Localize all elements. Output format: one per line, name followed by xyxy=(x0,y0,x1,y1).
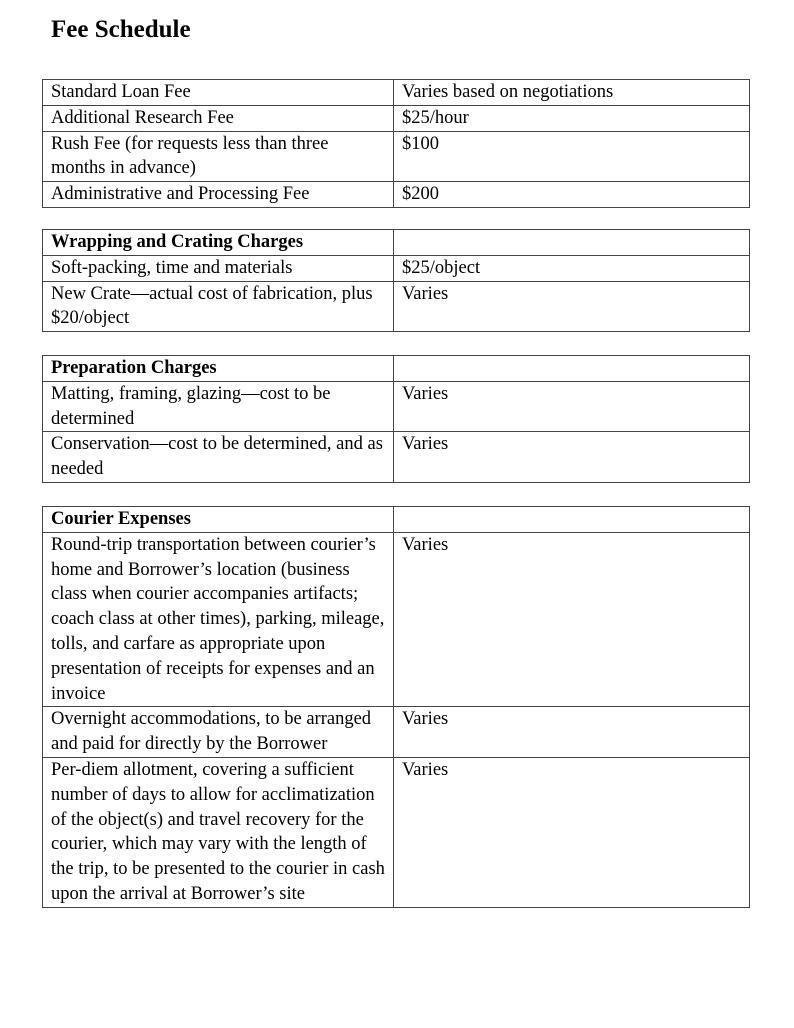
fee-amount: $25/hour xyxy=(394,105,750,131)
empty-cell xyxy=(394,356,750,382)
fee-item: Standard Loan Fee xyxy=(43,80,394,106)
empty-cell xyxy=(394,507,750,533)
fee-item: Per-diem allotment, covering a sufficient number of days to allow for acclimatization of the object(s) and travel recovery for the courier, which may vary with the length of the trip, to be presented to the courier in cash upon the arrival at Borrower’s site xyxy=(43,757,394,907)
fee-item: Overnight accommodations, to be arranged and paid for directly by the Borrower xyxy=(43,707,394,758)
page-title: Fee Schedule xyxy=(51,16,191,43)
table-row xyxy=(43,105,750,131)
fee-amount: $200 xyxy=(394,182,750,208)
fee-item: Additional Research Fee xyxy=(43,105,394,131)
fee-item: Rush Fee (for requests less than three months in advance) xyxy=(43,131,394,182)
fee-amount: Varies xyxy=(394,707,750,758)
fee-amount: Varies xyxy=(394,281,750,332)
table-row xyxy=(43,381,750,432)
fee-amount: Varies xyxy=(394,432,750,483)
fee-amount: Varies xyxy=(394,757,750,907)
table-row xyxy=(43,80,750,106)
fee-table-preparation xyxy=(42,355,750,483)
fee-amount: $100 xyxy=(394,131,750,182)
section-header: Preparation Charges xyxy=(43,356,394,382)
section-header: Wrapping and Crating Charges xyxy=(43,230,394,256)
fee-amount: Varies based on negotiations xyxy=(394,80,750,106)
table-row xyxy=(43,182,750,208)
fee-item: New Crate—actual cost of fabrication, plus $20/object xyxy=(43,281,394,332)
table-row xyxy=(43,432,750,483)
fee-item: Administrative and Processing Fee xyxy=(43,182,394,208)
fee-amount: Varies xyxy=(394,532,750,707)
fee-amount: Varies xyxy=(394,381,750,432)
table-header-row xyxy=(43,356,750,382)
table-row xyxy=(43,707,750,758)
table-row xyxy=(43,757,750,907)
table-row xyxy=(43,532,750,707)
section-header: Courier Expenses xyxy=(43,507,394,533)
fee-amount: $25/object xyxy=(394,255,750,281)
fee-item: Round-trip transportation between courier’s home and Borrower’s location (business class when courier accompanies artifacts; coach class at other times), parking, mileage, tolls, and carfare as appropriate upon presentation of receipts for expenses and an invoice xyxy=(43,532,394,707)
table-row xyxy=(43,281,750,332)
empty-cell xyxy=(394,230,750,256)
fee-table-courier xyxy=(42,506,750,908)
fee-item: Matting, framing, glazing—cost to be determined xyxy=(43,381,394,432)
table-row xyxy=(43,131,750,182)
fee-table-wrapping-crating xyxy=(42,229,750,332)
table-header-row xyxy=(43,507,750,533)
table-header-row xyxy=(43,230,750,256)
table-row xyxy=(43,255,750,281)
fee-item: Conservation—cost to be determined, and as needed xyxy=(43,432,394,483)
fee-item: Soft-packing, time and materials xyxy=(43,255,394,281)
fee-table-general xyxy=(42,79,750,208)
